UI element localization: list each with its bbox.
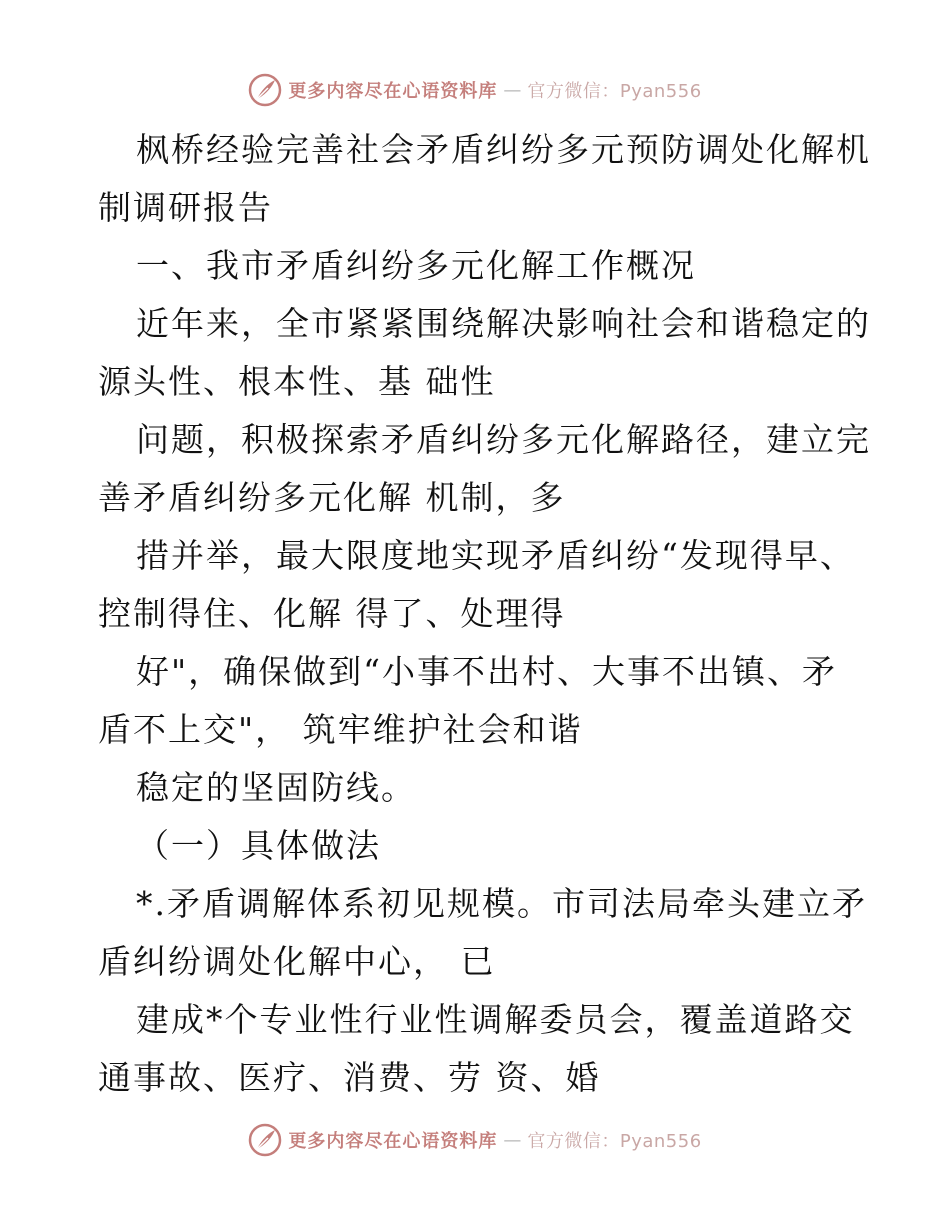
paragraph-line: 控制得住、化解 得了、处理得 [98, 594, 566, 633]
subsection-heading: （一）具体做法 [136, 826, 381, 865]
watermark-account: 官方微信：Pyan556 [527, 81, 702, 102]
watermark-brand: 更多内容尽在心语资料库 [288, 1131, 498, 1152]
document-body [98, 121, 871, 1107]
footer-watermark [0, 1120, 950, 1160]
paragraph-line: 盾纠纷调处化解中心， 已 [98, 942, 496, 981]
document-title-line-2: 制调研报告 [98, 188, 273, 227]
paragraph-line: 好"，确保做到“小事不出村、大事不出镇、矛 [136, 652, 838, 691]
document-title-line-1: 枫桥经验完善社会矛盾纠纷多元预防调处化解机 [136, 130, 871, 169]
paragraph-line: 措并举，最大限度地实现矛盾纠纷“发现得早、 [136, 536, 855, 575]
paragraph-line: 稳定的坚固防线。 [136, 768, 416, 807]
paragraph-line: 近年来，全市紧紧围绕解决影响社会和谐稳定的 [136, 304, 871, 343]
paragraph-line: 善矛盾纠纷多元化解 机制，多 [98, 478, 566, 517]
header-watermark [0, 70, 950, 110]
paragraph-line: 盾不上交"， 筑牢维护社会和谐 [98, 710, 583, 749]
section-heading: 一、我市矛盾纠纷多元化解工作概况 [136, 246, 696, 285]
paragraph-line: 源头性、根本性、基 础性 [98, 362, 496, 401]
watermark-dash: — [503, 1129, 522, 1151]
watermark-account: 官方微信：Pyan556 [527, 1131, 702, 1152]
paragraph-line: 问题，积极探索矛盾纠纷多元化解路径，建立完 [136, 420, 871, 459]
paragraph-line: 通事故、医疗、消费、劳 资、婚 [98, 1058, 601, 1097]
feather-quill-icon [248, 1123, 282, 1157]
watermark-dash: — [503, 79, 522, 101]
paragraph-line: *.矛盾调解体系初见规模。市司法局牵头建立矛 [136, 884, 867, 923]
paragraph-line: 建成*个专业性行业性调解委员会，覆盖道路交 [136, 1000, 855, 1039]
watermark-brand: 更多内容尽在心语资料库 [288, 81, 498, 102]
feather-quill-icon [248, 73, 282, 107]
